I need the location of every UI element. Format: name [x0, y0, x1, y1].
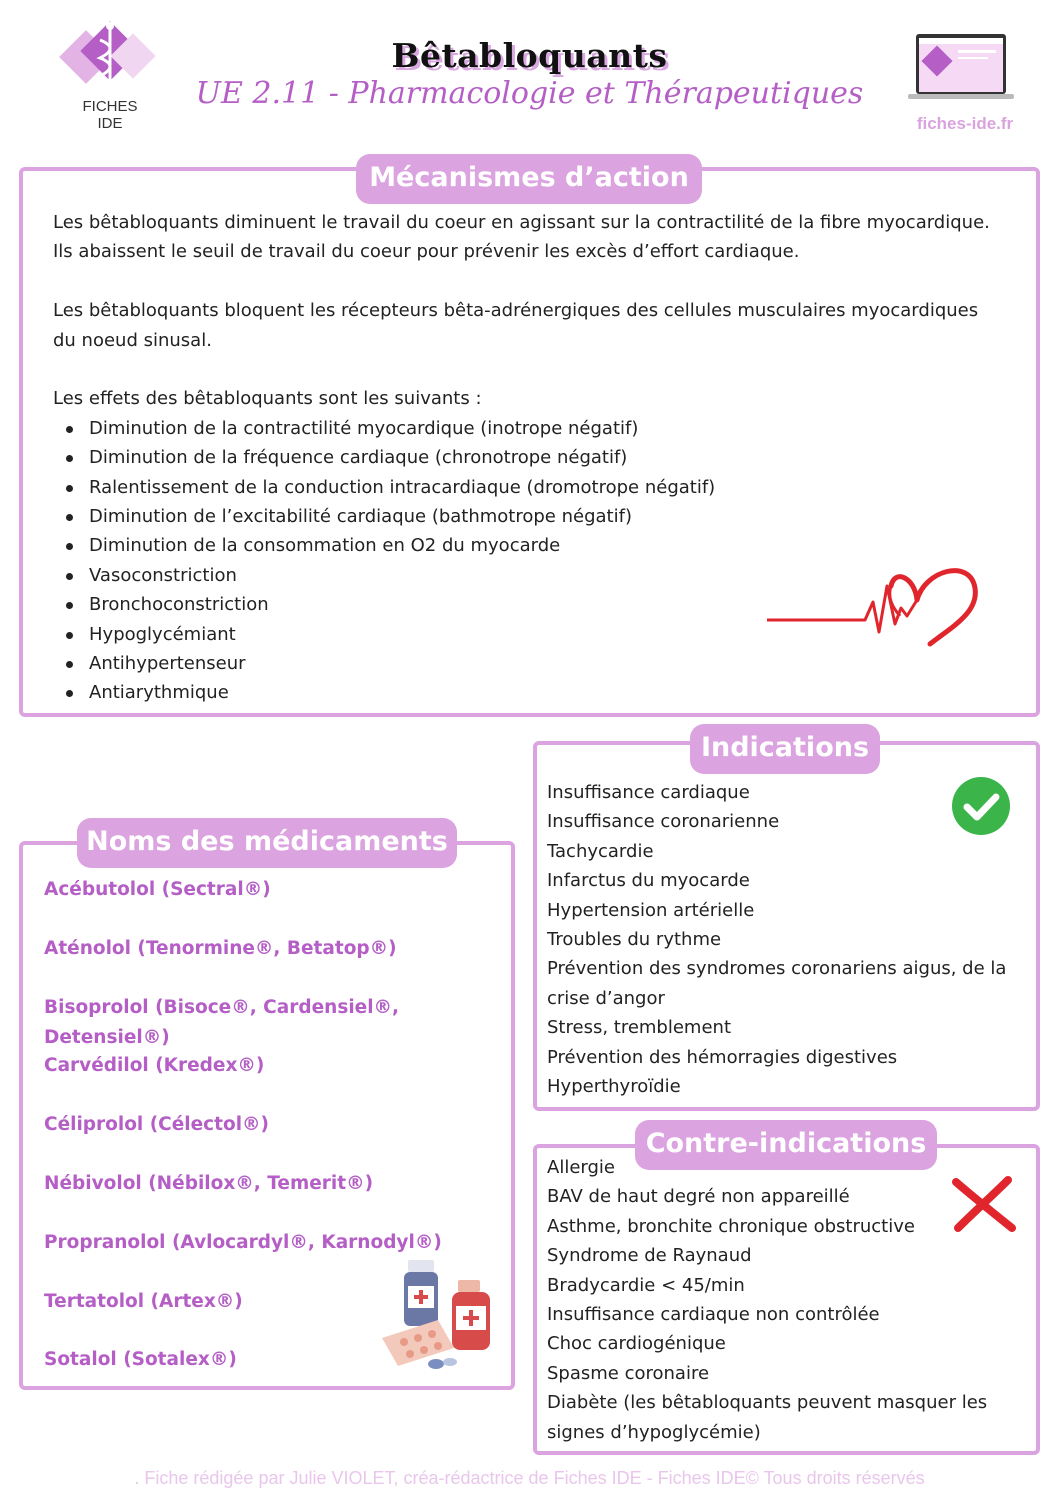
list-item: Antihypertenseur	[53, 649, 1023, 678]
mecanismes-p1-line2: Ils abaissent le seuil de travail du coeur pour prévenir les excès d’effort cardiaque.	[53, 241, 800, 263]
page-title: Bêtabloquants	[391, 36, 668, 75]
list-item: Insuffisance cardiaque non contrôlée	[547, 1304, 880, 1326]
list-item: crise d’angor	[547, 987, 665, 1009]
list-item: Ralentissement de la conduction intracardiaque (dromotrope négatif)	[53, 473, 1023, 502]
list-item: Nébivolol (Nébilox®, Temerit®)	[44, 1172, 374, 1194]
list-item: Syndrome de Raynaud	[547, 1245, 752, 1267]
mecanismes-heading: Mécanismes d’action	[356, 154, 702, 204]
list-item: Insuffisance coronarienne	[547, 811, 780, 833]
site-link[interactable]: fiches-ide.fr	[916, 114, 1014, 133]
page-subtitle: UE 2.11 - Pharmacologie et Thérapeutiques	[195, 76, 864, 111]
list-item: Choc cardiogénique	[547, 1333, 726, 1355]
list-item: Sotalol (Sotalex®)	[44, 1349, 237, 1371]
laptop-icon	[908, 32, 1014, 102]
list-item: Prévention des hémorragies digestives	[547, 1046, 898, 1068]
mecanismes-p2-line1: Les bêtabloquants bloquent les récepteurs bêta-adrénergiques des cellules musculaires myocardiques	[53, 300, 979, 322]
effects-intro: Les effets des bêtabloquants sont les suivants :	[53, 388, 482, 410]
list-item: BAV de haut degré non appareillé	[547, 1186, 850, 1208]
list-item: Hypoglycémiant	[53, 620, 1023, 649]
list-item: Diminution de la contractilité myocardique (inotrope négatif)	[53, 414, 1023, 443]
list-item: Infarctus du myocarde	[547, 870, 750, 892]
medicaments-heading: Noms des médicaments	[77, 818, 457, 868]
list-item: Tertatolol (Artex®)	[44, 1290, 243, 1312]
list-item: Bronchoconstriction	[53, 590, 1023, 619]
list-item: Prévention des syndromes coronariens aigus, de la	[547, 958, 1007, 980]
list-item: Antiarythmique	[53, 678, 1023, 707]
mecanismes-p1-line1: Les bêtabloquants diminuent le travail du coeur en agissant sur la contractilité de la fibre myocardique.	[53, 212, 990, 233]
list-item: Aténolol (Tenormine®, Betatop®)	[44, 937, 397, 959]
list-item: Hyperthyroïdie	[547, 1076, 681, 1098]
list-item: Troubles du rythme	[547, 929, 722, 951]
list-item: Bradycardie < 45/min	[547, 1274, 745, 1296]
footer-credits: . Fiche rédigée par Julie VIOLET, créa-rédactrice de Fiches IDE - Fiches IDE© Tous droits réservés	[134, 1468, 925, 1488]
mecanismes-p2-line2: du noeud sinusal.	[53, 329, 212, 351]
list-item: Diabète (les bêtabloquants peuvent masquer les	[547, 1392, 988, 1414]
green-check-icon	[951, 776, 1011, 836]
list-item: Diminution de la consommation en O2 du myocarde	[53, 531, 1023, 560]
list-item: Insuffisance cardiaque	[547, 782, 750, 803]
list-item: Asthme, bronchite chronique obstructive	[547, 1215, 915, 1237]
red-cross-icon	[950, 1176, 1016, 1232]
logo-text-line2: IDE	[97, 115, 123, 132]
list-item: Diminution de l’excitabilité cardiaque (bathmotrope négatif)	[53, 502, 1023, 531]
list-item: Bisoprolol (Bisoce®, Cardensiel®, Detensiel®)	[44, 996, 400, 1048]
list-item: Carvédilol (Kredex®)	[44, 1055, 265, 1077]
list-item: Céliprolol (Célectol®)	[44, 1114, 269, 1136]
list-item: Hypertension artérielle	[547, 899, 755, 921]
list-item: Acébutolol (Sectral®)	[44, 879, 271, 900]
list-item: Stress, tremblement	[547, 1017, 732, 1039]
list-item: Vasoconstriction	[53, 561, 1023, 590]
list-item: Tachycardie	[547, 840, 654, 862]
list-item: Propranolol (Avlocardyl®, Karnodyl®)	[44, 1231, 442, 1253]
list-item: Allergie	[547, 1157, 615, 1178]
logo-text-line1: FICHES	[82, 98, 138, 115]
medicine-bottles-icon	[378, 1258, 498, 1373]
indications-heading: Indications	[690, 724, 880, 774]
contre-indications-heading: Contre-indications	[635, 1120, 937, 1170]
heart-ecg-icon	[765, 558, 985, 650]
list-item: Spasme coronaire	[547, 1362, 710, 1384]
list-item: Diminution de la fréquence cardiaque (chronotrope négatif)	[53, 443, 1023, 472]
list-item: signes d’hypoglycémie)	[547, 1421, 761, 1443]
